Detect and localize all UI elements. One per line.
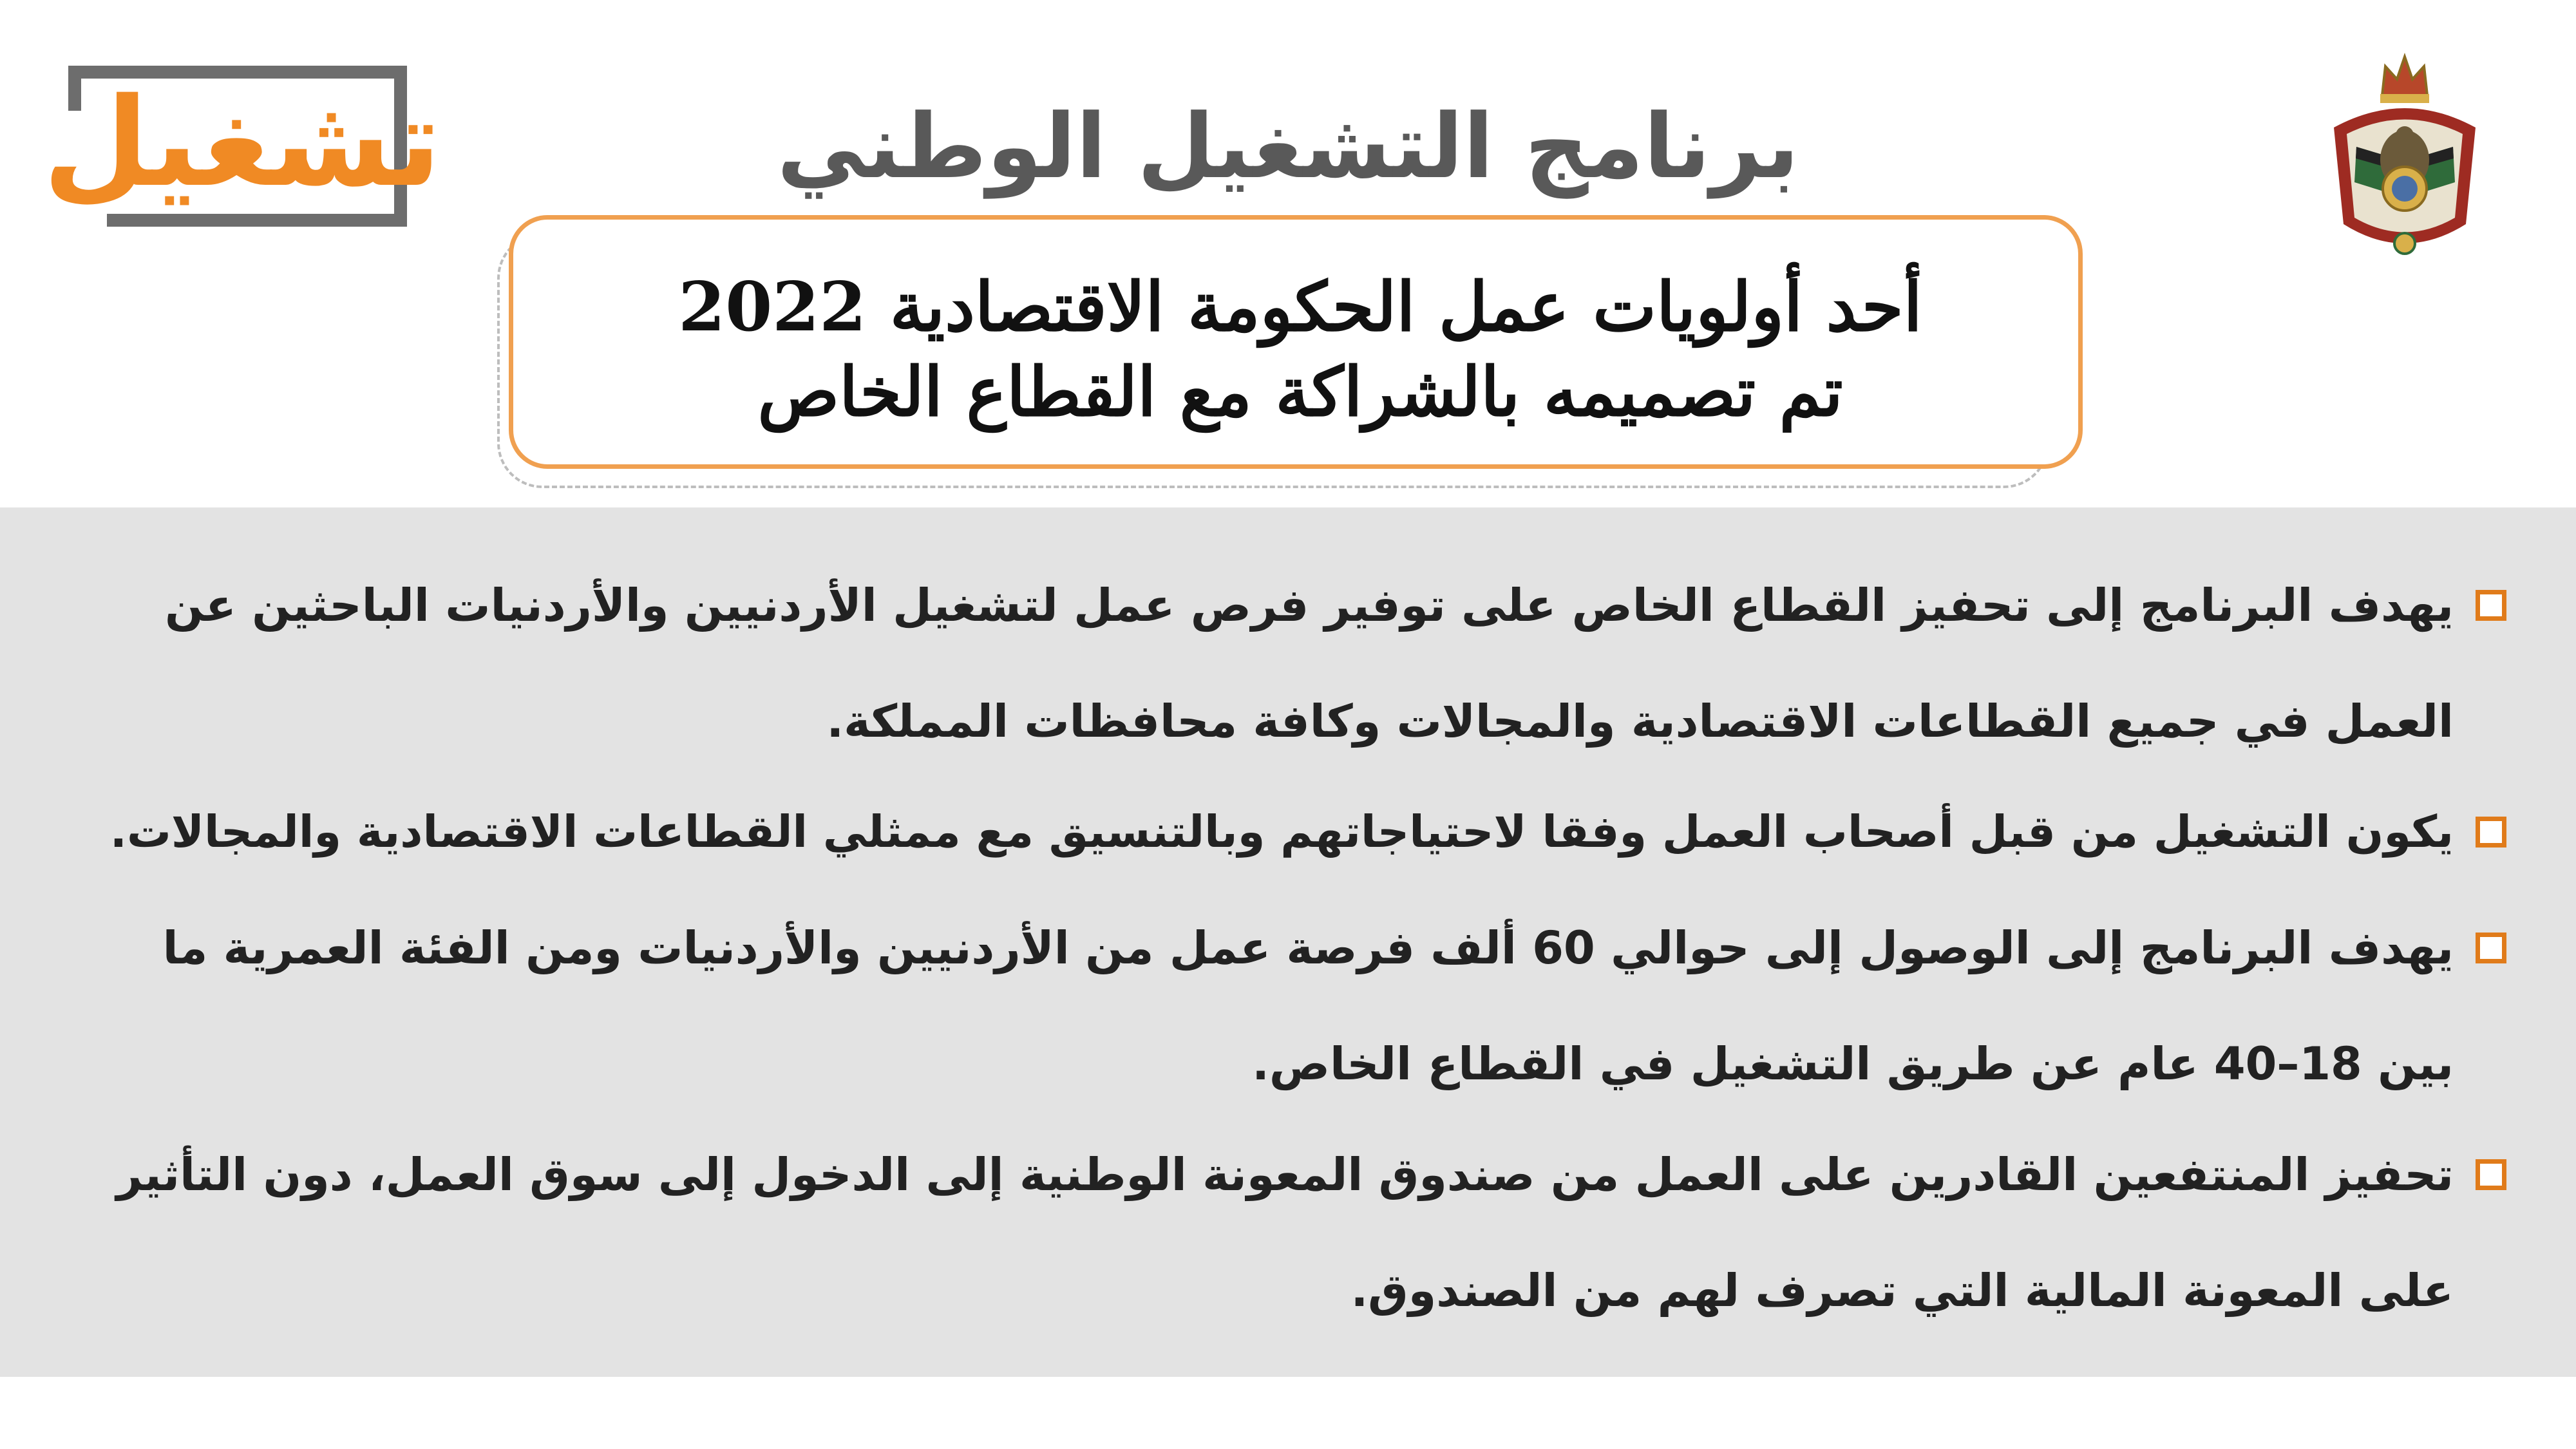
bullet-4-line-1: تحفيز المنتفعين القادرين على العمل من صندوق المعونة الوطنية إلى الدخول إلى سوق العمل، دون التأثير [116,1148,2454,1201]
highlight-box [509,215,2083,469]
bullet-3-line-1: يهدف البرنامج إلى الوصول إلى حوالي 60 ألف فرصة عمل من الأردنيين والأردنيات ومن الفئة العمرية ما [162,922,2454,974]
page-title: برنامج التشغيل الوطني [777,95,1799,198]
content-panel [0,507,2576,1377]
checkbox-bullet-icon [2476,590,2506,621]
bullet-1-line-1: يهدف البرنامج إلى تحفيز القطاع الخاص على توفير فرص عمل لتشغيل الأردنيين والأردنيات الباحثين عن [164,579,2454,632]
bullet-3-line-2: بين 18–40 عام عن طريق التشغيل في القطاع الخاص. [1252,1037,2454,1090]
tashgheel-logo [43,66,442,227]
highlight-line-2: تم تصميمه بالشراكة مع القطاع الخاص [757,352,1843,431]
bullet-1-line-2: العمل في جميع القطاعات الاقتصادية والمجالات وكافة محافظات المملكة. [826,695,2454,748]
highlight-line-1: أحد أولويات عمل الحكومة الاقتصادية 2022 [678,267,1922,346]
bullet-4-line-2: على المعونة المالية التي تصرف لهم من الصندوق. [1350,1264,2454,1317]
checkbox-bullet-icon [2476,817,2506,848]
bullet-2-line-1: يكون التشغيل من قبل أصحاب العمل وفقا لاحتياجاتهم وبالتنسيق مع ممثلي القطاعات الاقتصادية والمجالات. [109,806,2454,858]
jordan-coat-of-arms-icon [2321,50,2488,269]
checkbox-bullet-icon [2476,933,2506,963]
checkbox-bullet-icon [2476,1159,2506,1190]
logo-text: تشغيل [43,71,442,214]
